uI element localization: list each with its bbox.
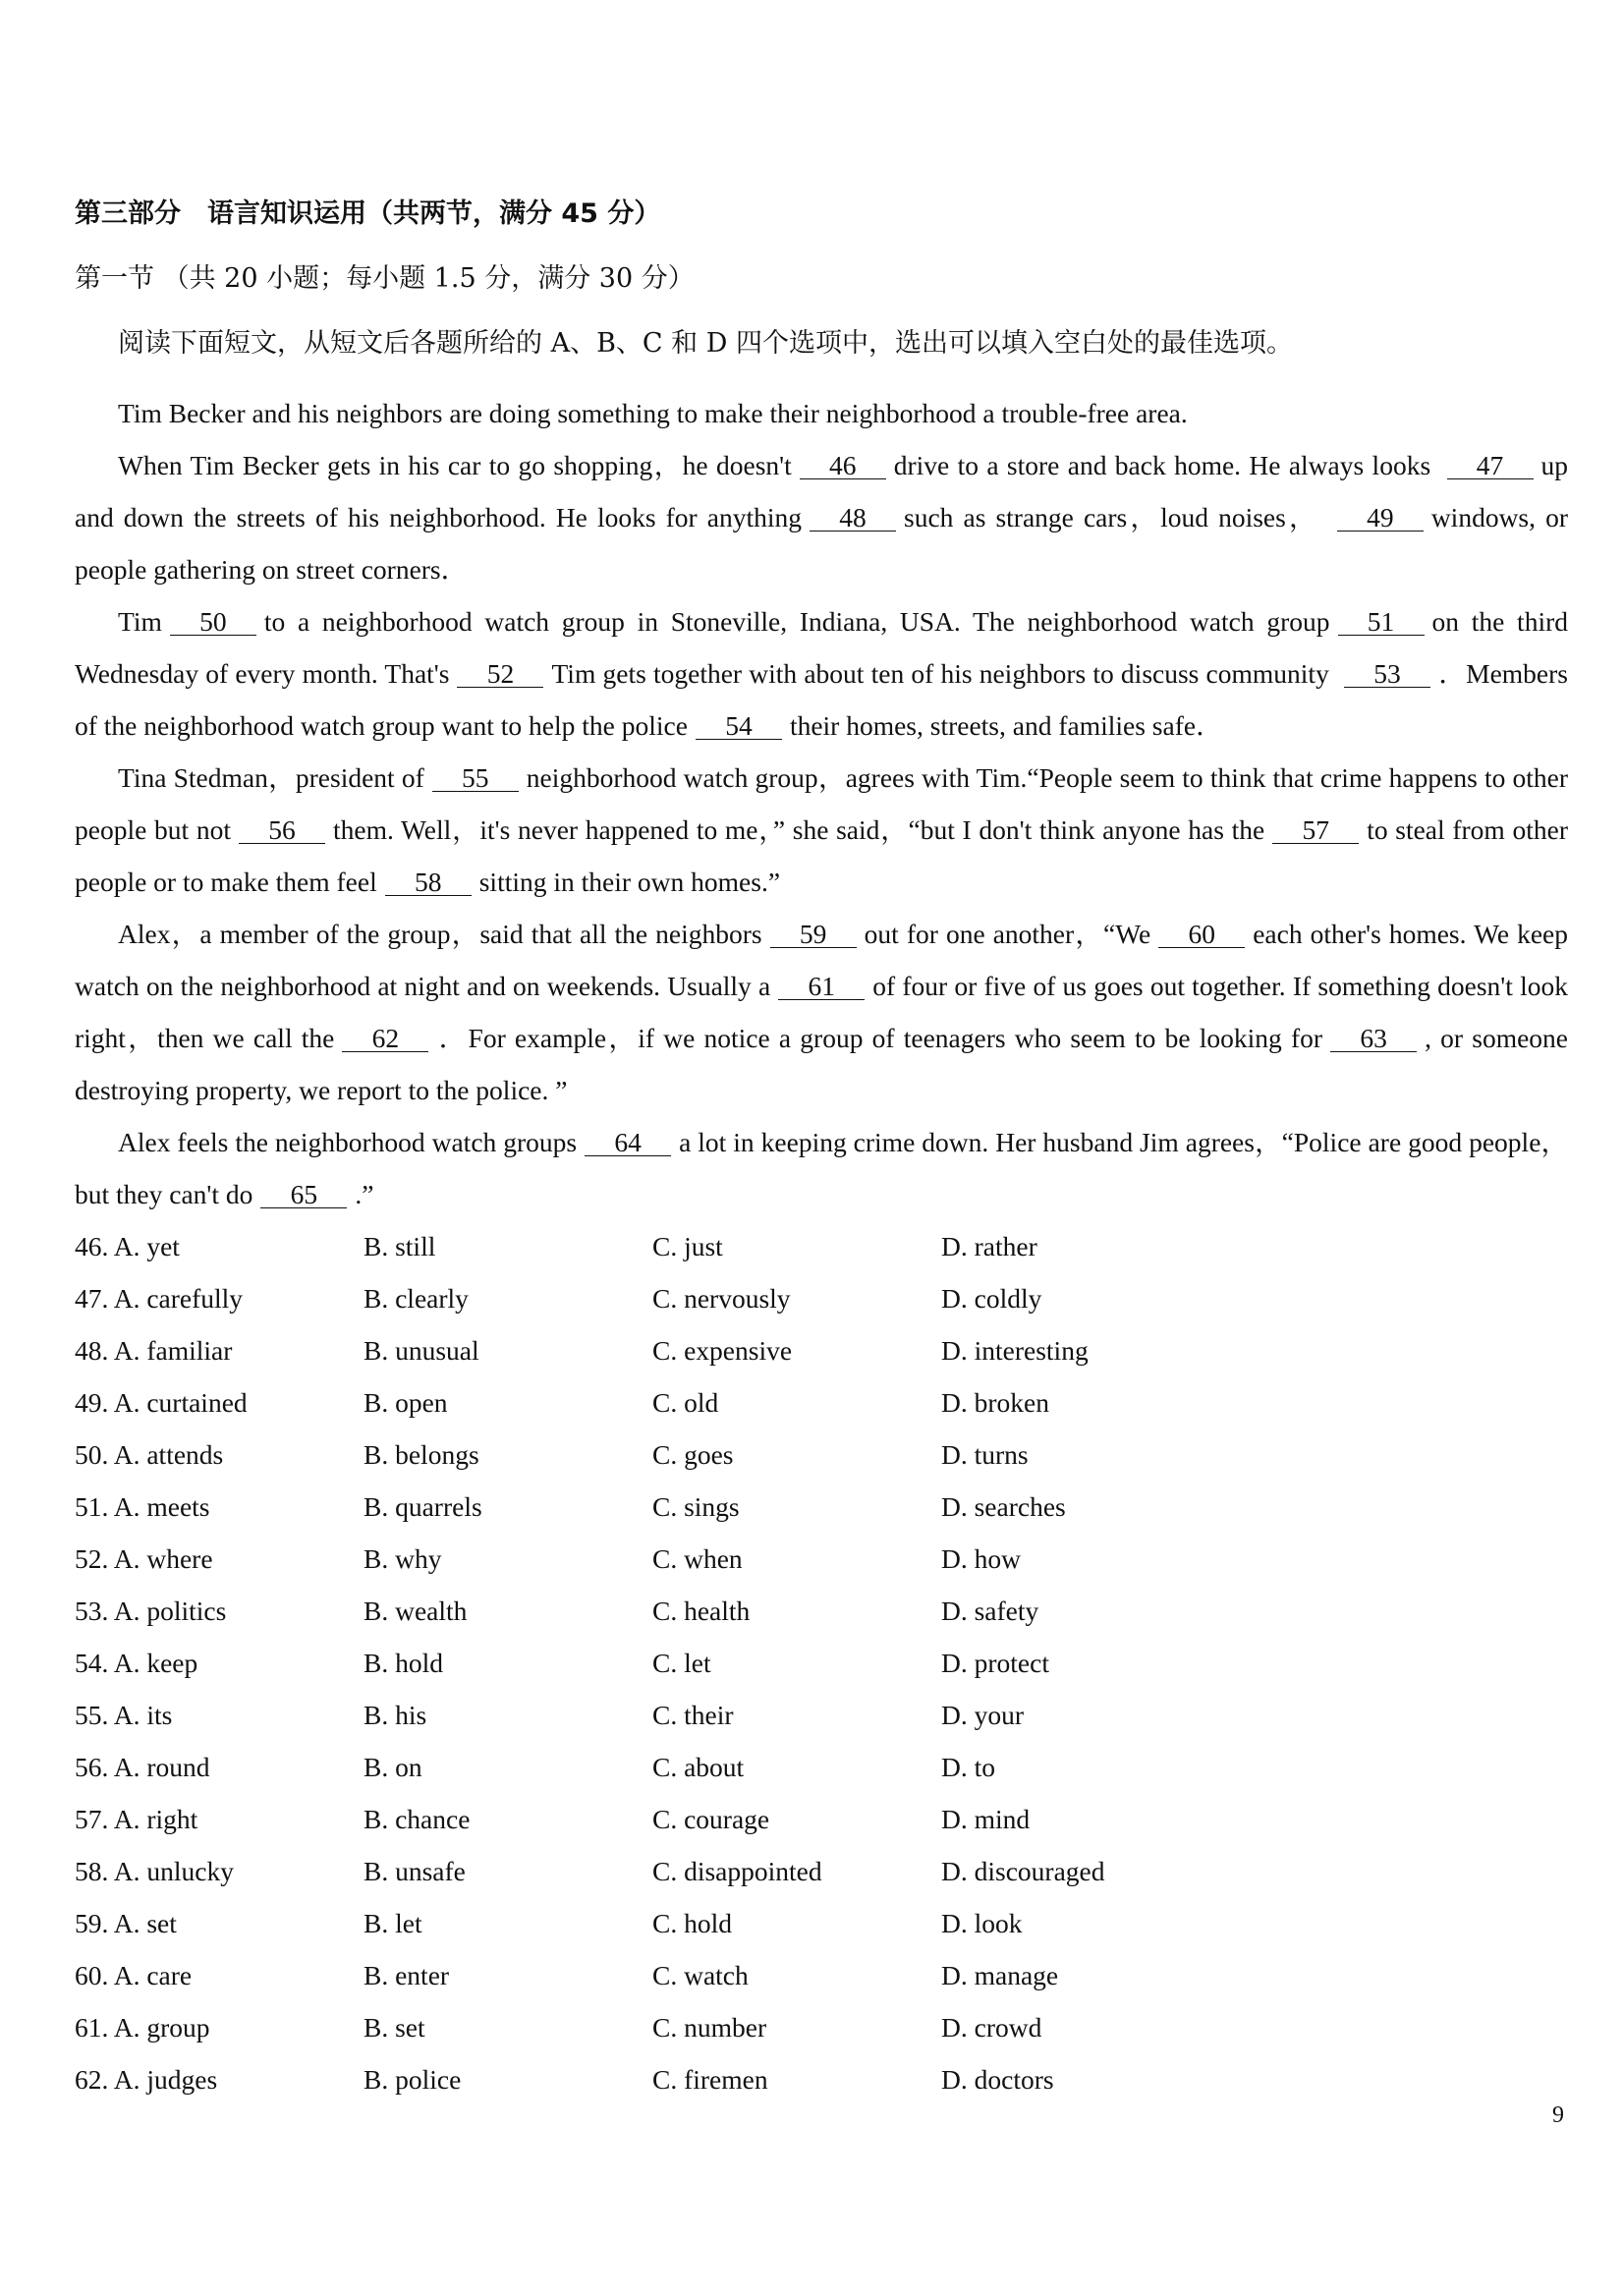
option-b: B. his: [364, 1700, 427, 1730]
option-d: D. searches: [941, 1491, 1066, 1522]
option-d: D. safety: [941, 1596, 1039, 1626]
sentence: Tim Becker and his neighbors are doing something to make their neighborhood a trouble-free area.: [118, 398, 1188, 428]
option-a: 61. A. group: [75, 2012, 210, 2043]
option-a: 60. A. care: [75, 1960, 193, 1990]
blank-62: 62: [342, 1026, 428, 1052]
option-c: C. about: [652, 1752, 745, 1782]
blank-59: 59: [770, 922, 857, 948]
option-a: 58. A. unlucky: [75, 1856, 234, 1886]
option-c: C. hold: [652, 1908, 732, 1938]
option-d: D. broken: [941, 1387, 1049, 1418]
option-d: D. crowd: [941, 2012, 1042, 2043]
passage-paragraph-1: [75, 387, 1568, 439]
options-list: [75, 1220, 1568, 2105]
option-d: D. protect: [941, 1648, 1049, 1678]
sentence: sitting in their own homes.”: [478, 867, 781, 897]
option-c: C. their: [652, 1700, 734, 1730]
option-d: D. interesting: [941, 1335, 1089, 1366]
option-c: C. old: [652, 1387, 719, 1418]
passage-paragraph-5: [75, 908, 1568, 1116]
sentence: .”: [355, 1179, 374, 1209]
option-row: [75, 1793, 1568, 1845]
option-d: D. how: [941, 1543, 1021, 1574]
blank-46: 46: [800, 453, 886, 479]
blank-48: 48: [810, 505, 896, 532]
sentence: , or someone destroying property, we report to the police. ”: [75, 1023, 1568, 1105]
blank-57: 57: [1272, 817, 1359, 844]
blank-64: 64: [585, 1130, 671, 1156]
option-row: [75, 1220, 1568, 1272]
option-row: [75, 1481, 1568, 1533]
option-d: D. discouraged: [941, 1856, 1105, 1886]
sentence: neighborhood watch group，agrees with Tim.“People seem to think that crime happens to other people but not: [75, 762, 1568, 845]
option-d: D. coldly: [941, 1283, 1042, 1314]
option-b: B. belongs: [364, 1439, 479, 1470]
option-d: D. rather: [941, 1231, 1037, 1261]
option-d: D. turns: [941, 1439, 1029, 1470]
sentence: each other's homes. We keep watch on the neighborhood at night and on weekends. Usually a: [75, 919, 1568, 1001]
passage-paragraph-6: [75, 1116, 1568, 1220]
sentence: Tim gets together with about ten of his neighbors to discuss community: [551, 658, 1329, 689]
option-a: 46. A. yet: [75, 1231, 180, 1261]
instruction-text: 阅读下面短文，从短文后各题所给的 A、B、C 和 D 四个选项中，选出可以填入空白处的最佳选项。: [118, 328, 1293, 359]
option-a: 54. A. keep: [75, 1648, 198, 1678]
option-b: B. clearly: [364, 1283, 469, 1314]
sentence: Tina Stedman，president of: [118, 762, 424, 793]
option-b: B. open: [364, 1387, 448, 1418]
sentence: their homes, streets, and families safe．: [789, 710, 1223, 741]
option-c: C. courage: [652, 1804, 770, 1834]
option-b: B. enter: [364, 1960, 450, 1990]
option-b: B. wealth: [364, 1596, 468, 1626]
option-c: C. health: [652, 1596, 751, 1626]
option-b: B. set: [364, 2012, 425, 2043]
blank-60: 60: [1158, 922, 1245, 948]
option-c: C. let: [652, 1648, 711, 1678]
option-row: [75, 1949, 1568, 2001]
option-c: C. firemen: [652, 2064, 768, 2095]
sentence: a lot in keeping crime down. Her husband Jim agrees，“Police are good people，but they can't do: [75, 1127, 1568, 1209]
option-row: [75, 1845, 1568, 1897]
option-c: C. disappointed: [652, 1856, 822, 1886]
option-b: B. hold: [364, 1648, 443, 1678]
option-b: B. still: [364, 1231, 436, 1261]
blank-58: 58: [385, 869, 472, 896]
option-a: 62. A. judges: [75, 2064, 218, 2095]
option-a: 55. A. its: [75, 1700, 173, 1730]
blank-53: 53: [1344, 661, 1430, 688]
option-a: 48. A. familiar: [75, 1335, 233, 1366]
option-c: C. just: [652, 1231, 723, 1261]
passage-paragraph-2: [75, 439, 1568, 595]
option-c: C. nervously: [652, 1283, 791, 1314]
option-row: [75, 1897, 1568, 1949]
option-c: C. expensive: [652, 1335, 793, 1366]
option-b: B. chance: [364, 1804, 471, 1834]
option-a: 57. A. right: [75, 1804, 198, 1834]
option-row: [75, 1376, 1568, 1428]
blank-50: 50: [170, 609, 256, 636]
sentence: Tim: [118, 606, 162, 637]
option-d: D. mind: [941, 1804, 1031, 1834]
option-row: [75, 1533, 1568, 1585]
section-title: 第一节 （共 20 小题；每小题 1.5 分，满分 30 分）: [75, 263, 695, 294]
page-number: 9: [1552, 2102, 1564, 2128]
option-d: D. doctors: [941, 2064, 1054, 2095]
option-b: B. let: [364, 1908, 422, 1938]
blank-65: 65: [260, 1182, 347, 1208]
option-row: [75, 1689, 1568, 1741]
option-a: 53. A. politics: [75, 1596, 227, 1626]
sentence: Alex，a member of the group，said that all the neighbors: [118, 919, 762, 949]
blank-54: 54: [696, 713, 782, 740]
passage-paragraph-3: [75, 595, 1568, 752]
option-a: 47. A. carefully: [75, 1283, 244, 1314]
sentence: up and down the streets of his neighborhood. He looks for anything: [75, 450, 1569, 532]
blank-61: 61: [778, 974, 865, 1000]
option-d: D. manage: [941, 1960, 1059, 1990]
option-b: B. quarrels: [364, 1491, 482, 1522]
part-title: 第三部分 语言知识运用（共两节，满分 45 分）: [75, 198, 661, 229]
sentence: drive to a store and back home. He always looks: [893, 450, 1431, 480]
option-c: C. when: [652, 1543, 743, 1574]
option-a: 59. A. set: [75, 1908, 177, 1938]
option-b: B. unusual: [364, 1335, 479, 1366]
sentence: to a neighborhood watch group in Stoneville, Indiana, USA. The neighborhood watch group: [263, 606, 1330, 637]
option-d: D. look: [941, 1908, 1023, 1938]
option-row: [75, 1637, 1568, 1689]
option-c: C. watch: [652, 1960, 749, 1990]
blank-55: 55: [432, 765, 519, 792]
option-row: [75, 2053, 1568, 2105]
option-a: 56. A. round: [75, 1752, 210, 1782]
option-row: [75, 2001, 1568, 2053]
option-row: [75, 1741, 1568, 1793]
sentence: When Tim Becker gets in his car to go shopping，he doesn't: [118, 450, 792, 480]
option-b: B. police: [364, 2064, 462, 2095]
option-row: [75, 1585, 1568, 1637]
option-c: C. sings: [652, 1491, 740, 1522]
option-row: [75, 1272, 1568, 1324]
option-row: [75, 1324, 1568, 1376]
option-a: 52. A. where: [75, 1543, 213, 1574]
sentence: Alex feels the neighborhood watch groups: [118, 1127, 578, 1157]
option-c: C. number: [652, 2012, 767, 2043]
sentence: to steal from other people or to make them feel: [75, 814, 1568, 897]
sentence: of four or five of us goes out together. If something doesn't look right，then we call the: [75, 971, 1569, 1053]
option-d: D. to: [941, 1752, 995, 1782]
option-row: [75, 1428, 1568, 1481]
option-d: D. your: [941, 1700, 1025, 1730]
blank-56: 56: [239, 817, 325, 844]
sentence: windows, or people gathering on street corners．: [75, 502, 1568, 585]
option-a: 49. A. curtained: [75, 1387, 248, 1418]
blank-51: 51: [1338, 609, 1425, 636]
blank-49: 49: [1337, 505, 1424, 532]
option-b: B. unsafe: [364, 1856, 466, 1886]
sentence: ．Members of the neighborhood watch group want to help the police: [75, 658, 1568, 741]
sentence: such as strange cars，loud noises，: [904, 502, 1319, 532]
option-a: 50. A. attends: [75, 1439, 224, 1470]
sentence: ．For example，if we notice a group of teenagers who seem to be looking for: [436, 1023, 1323, 1053]
blank-52: 52: [457, 661, 543, 688]
passage-paragraph-4: [75, 752, 1568, 908]
option-a: 51. A. meets: [75, 1491, 210, 1522]
option-b: B. why: [364, 1543, 442, 1574]
document-page: [75, 193, 1568, 2105]
sentence: them. Well，it's never happened to me，” she said，“but I don't think anyone has the: [332, 814, 1265, 845]
blank-47: 47: [1447, 453, 1534, 479]
sentence: on the third Wednesday of every month. That's: [75, 606, 1568, 689]
option-b: B. on: [364, 1752, 422, 1782]
blank-63: 63: [1330, 1026, 1417, 1052]
option-c: C. goes: [652, 1439, 734, 1470]
sentence: out for one another，“We: [864, 919, 1151, 949]
